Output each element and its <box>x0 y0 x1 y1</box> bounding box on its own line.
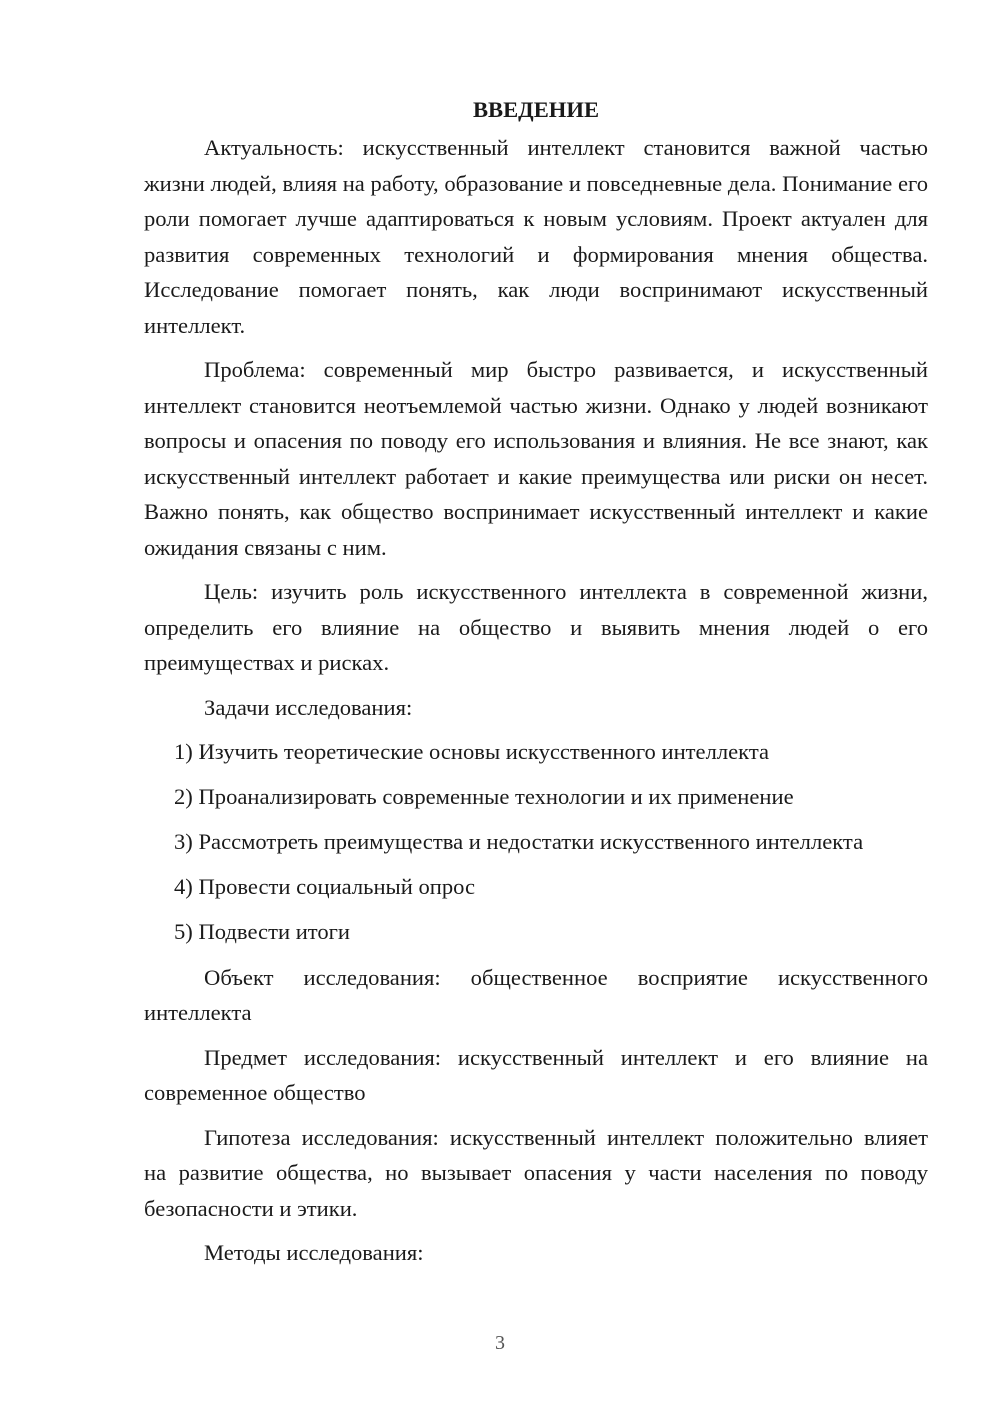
relevance-paragraph: Актуальность: искусственный интеллект становится важной частью жизни людей, влияя на работу, образование и повседневные дела. Понимание его роли помогает лучше адаптироваться к новым условиям. Проект актуален для развития современных технологий и формирования мнения общества. Исследование помогает понять, как люди воспринимают искусственный интеллект. <box>144 135 928 338</box>
task-item: 3) Рассмотреть преимущества и недостатки искусственного интеллекта <box>174 829 864 854</box>
task-item: 1) Изучить теоретические основы искусственного интеллекта <box>174 739 770 764</box>
object-paragraph: Объект исследования: общественное восприятие искусственного интеллекта <box>144 964 928 1025</box>
subject-paragraph: Предмет исследования: искусственный интеллект и его влияние на современное общество <box>144 1044 928 1105</box>
section-heading: ВВЕДЕНИЕ <box>472 97 600 122</box>
task-item: 5) Подвести итоги <box>174 919 351 944</box>
hypothesis-paragraph: Гипотеза исследования: искусственный интеллект положительно влияет на развитие общества, но вызывает опасения у части населения по поводу безопасности и этики. <box>144 1124 928 1221</box>
page-content <box>144 92 928 1280</box>
tasks-title: Задачи исследования: <box>204 694 413 720</box>
problem-paragraph: Проблема: современный мир быстро развивается, и искусственный интеллект становится неотъемлемой частью жизни. Однако у людей возникают вопросы и опасения по поводу его использования и влияния. Не все знают, как искусственный интеллект работает и какие преимущества или риски он несет. Важно понять, как общество воспринимает искусственный интеллект и какие ожидания связаны с ним. <box>144 357 928 560</box>
goal-paragraph: Цель: изучить роль искусственного интеллекта в современной жизни, определить его влияние на общество и выявить мнения людей о его преимуществах и рисках. <box>144 579 928 675</box>
task-item: 4) Провести социальный опрос <box>174 874 476 899</box>
methods-title: Методы исследования: <box>204 1240 424 1265</box>
task-item: 2) Проанализировать современные технологии и их применение <box>174 784 794 809</box>
page-number: 3 <box>495 1332 505 1354</box>
task-list <box>144 734 928 950</box>
